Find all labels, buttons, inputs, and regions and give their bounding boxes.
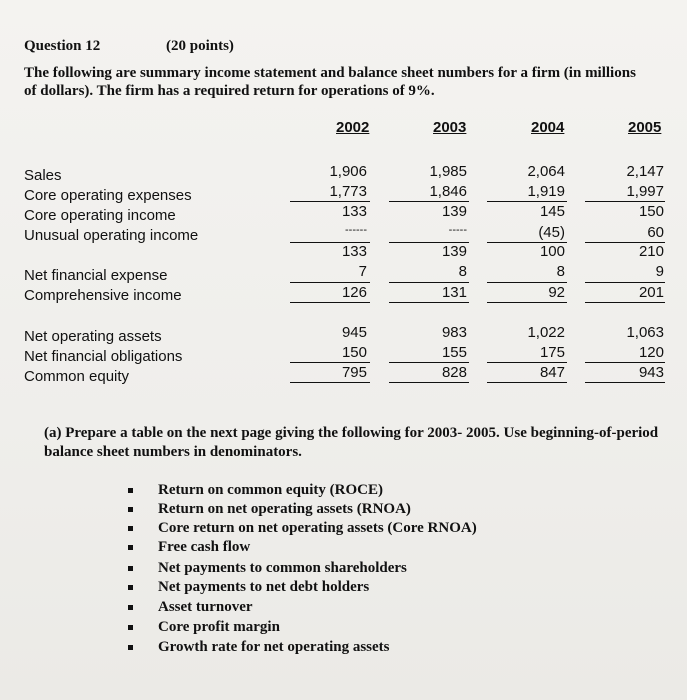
bullet-square-icon xyxy=(128,585,133,590)
cell-nfe-2002: 7 xyxy=(358,263,367,280)
year-header-2002: 2002 xyxy=(336,119,370,136)
bullet-text: Net payments to common shareholders xyxy=(158,560,407,576)
rule-nfe-2003 xyxy=(389,282,469,283)
cell-unusual-oi-2005: 60 xyxy=(647,224,664,241)
bullet-text: Net payments to net debt holders xyxy=(158,579,370,595)
rule-ci-2004 xyxy=(487,302,567,303)
row-label-net-financial-obligations: Net financial obligations xyxy=(24,348,183,365)
bullet-text: Return on net operating assets (RNOA) xyxy=(158,501,411,517)
cell-oi-total-2002: 133 xyxy=(341,243,367,260)
cell-sales-2004: 2,064 xyxy=(527,163,565,180)
rule-ce-2002 xyxy=(290,382,370,383)
rule-ci-2005 xyxy=(585,302,665,303)
cell-ce-2002: 795 xyxy=(341,364,367,381)
rule-ce-2004 xyxy=(487,382,567,383)
cell-nfe-2003: 8 xyxy=(458,263,467,280)
rule-unusual-2002 xyxy=(290,242,370,243)
bullet-text: Growth rate for net operating assets xyxy=(158,639,390,655)
rule-ci-2003 xyxy=(389,302,469,303)
rule-ce-2003 xyxy=(389,382,469,383)
cell-noa-2004: 1,022 xyxy=(527,324,565,341)
cell-nfo-2003: 155 xyxy=(441,344,467,361)
cell-oi-total-2004: 100 xyxy=(539,243,565,260)
question-points: (20 points) xyxy=(166,38,234,54)
rule-unusual-2004 xyxy=(487,242,567,243)
bullet-text: Return on common equity (ROCE) xyxy=(158,482,383,498)
cell-ci-2004: 92 xyxy=(548,284,565,301)
cell-oi-total-2005: 210 xyxy=(638,243,664,260)
cell-ci-2002: 126 xyxy=(341,284,367,301)
rule-opex-2004 xyxy=(487,201,567,202)
cell-core-opex-2003: 1,846 xyxy=(429,183,467,200)
cell-unusual-oi-2002: ------ xyxy=(345,224,367,236)
rule-ci-2002 xyxy=(290,302,370,303)
rule-unusual-2003 xyxy=(389,242,469,243)
bullet-square-icon xyxy=(128,488,133,493)
row-label-net-financial-expense: Net financial expense xyxy=(24,267,168,284)
part-a-instructions: (a) Prepare a table on the next page giving the following for 2003- 2005. Use beginning-of-period balance sheet numbers in denominators. xyxy=(44,425,659,460)
cell-noa-2005: 1,063 xyxy=(626,324,664,341)
year-header-2003: 2003 xyxy=(433,119,467,136)
cell-sales-2002: 1,906 xyxy=(329,163,367,180)
cell-unusual-oi-2003: ----- xyxy=(448,224,467,236)
cell-unusual-oi-2004: (45) xyxy=(538,224,565,241)
bullet-square-icon xyxy=(128,645,133,650)
rule-nfo-2005 xyxy=(585,362,665,363)
rule-nfo-2002 xyxy=(290,362,370,363)
bullet-text: Core profit margin xyxy=(158,619,280,635)
bullet-square-icon xyxy=(128,545,133,550)
row-label-sales: Sales xyxy=(24,167,62,184)
cell-sales-2003: 1,985 xyxy=(429,163,467,180)
cell-noa-2002: 945 xyxy=(341,324,367,341)
rule-opex-2005 xyxy=(585,201,665,202)
row-label-unusual-operating-income: Unusual operating income xyxy=(24,227,199,244)
bullet-square-icon xyxy=(128,625,133,630)
cell-ce-2003: 828 xyxy=(441,364,467,381)
cell-nfo-2002: 150 xyxy=(341,344,367,361)
cell-core-oi-2002: 133 xyxy=(341,203,367,220)
cell-nfo-2005: 120 xyxy=(638,344,664,361)
year-header-2005: 2005 xyxy=(628,119,662,136)
row-label-core-operating-expenses: Core operating expenses xyxy=(24,187,192,204)
cell-core-opex-2004: 1,919 xyxy=(527,183,565,200)
rule-nfe-2005 xyxy=(585,282,665,283)
row-label-common-equity: Common equity xyxy=(24,368,130,385)
rule-nfo-2004 xyxy=(487,362,567,363)
cell-ce-2005: 943 xyxy=(638,364,664,381)
cell-sales-2005: 2,147 xyxy=(626,163,664,180)
bullet-text: Asset turnover xyxy=(158,599,253,615)
cell-oi-total-2003: 139 xyxy=(441,243,467,260)
cell-core-oi-2003: 139 xyxy=(441,203,467,220)
row-label-core-operating-income: Core operating income xyxy=(24,207,176,224)
cell-core-oi-2005: 150 xyxy=(638,203,664,220)
cell-nfe-2005: 9 xyxy=(655,263,664,280)
cell-nfo-2004: 175 xyxy=(539,344,565,361)
cell-core-oi-2004: 145 xyxy=(539,203,565,220)
cell-nfe-2004: 8 xyxy=(556,263,565,280)
cell-core-opex-2002: 1,773 xyxy=(329,183,367,200)
rule-unusual-2005 xyxy=(585,242,665,243)
cell-noa-2003: 983 xyxy=(441,324,467,341)
cell-ci-2005: 201 xyxy=(638,284,664,301)
bullet-text: Core return on net operating assets (Core RNOA) xyxy=(158,520,477,536)
cell-ci-2003: 131 xyxy=(441,284,467,301)
intro-paragraph: The following are summary income statement and balance sheet numbers for a firm (in millions of dollars). The firm has a required return for operations of 9%. xyxy=(24,65,636,99)
year-header-2004: 2004 xyxy=(531,119,565,136)
row-label-net-operating-assets: Net operating assets xyxy=(24,328,162,345)
bullet-square-icon xyxy=(128,507,133,512)
rule-nfo-2003 xyxy=(389,362,469,363)
cell-ce-2004: 847 xyxy=(539,364,565,381)
rule-opex-2002 xyxy=(290,201,370,202)
rule-nfe-2002 xyxy=(290,282,370,283)
bullet-text: Free cash flow xyxy=(158,539,251,555)
rule-ce-2005 xyxy=(585,382,665,383)
bullet-square-icon xyxy=(128,605,133,610)
cell-core-opex-2005: 1,997 xyxy=(626,183,664,200)
question-title: Question 12 xyxy=(24,38,101,54)
bullet-square-icon xyxy=(128,526,133,531)
rule-nfe-2004 xyxy=(487,282,567,283)
rule-opex-2003 xyxy=(389,201,469,202)
row-label-comprehensive-income: Comprehensive income xyxy=(24,287,182,304)
bullet-square-icon xyxy=(128,566,133,571)
